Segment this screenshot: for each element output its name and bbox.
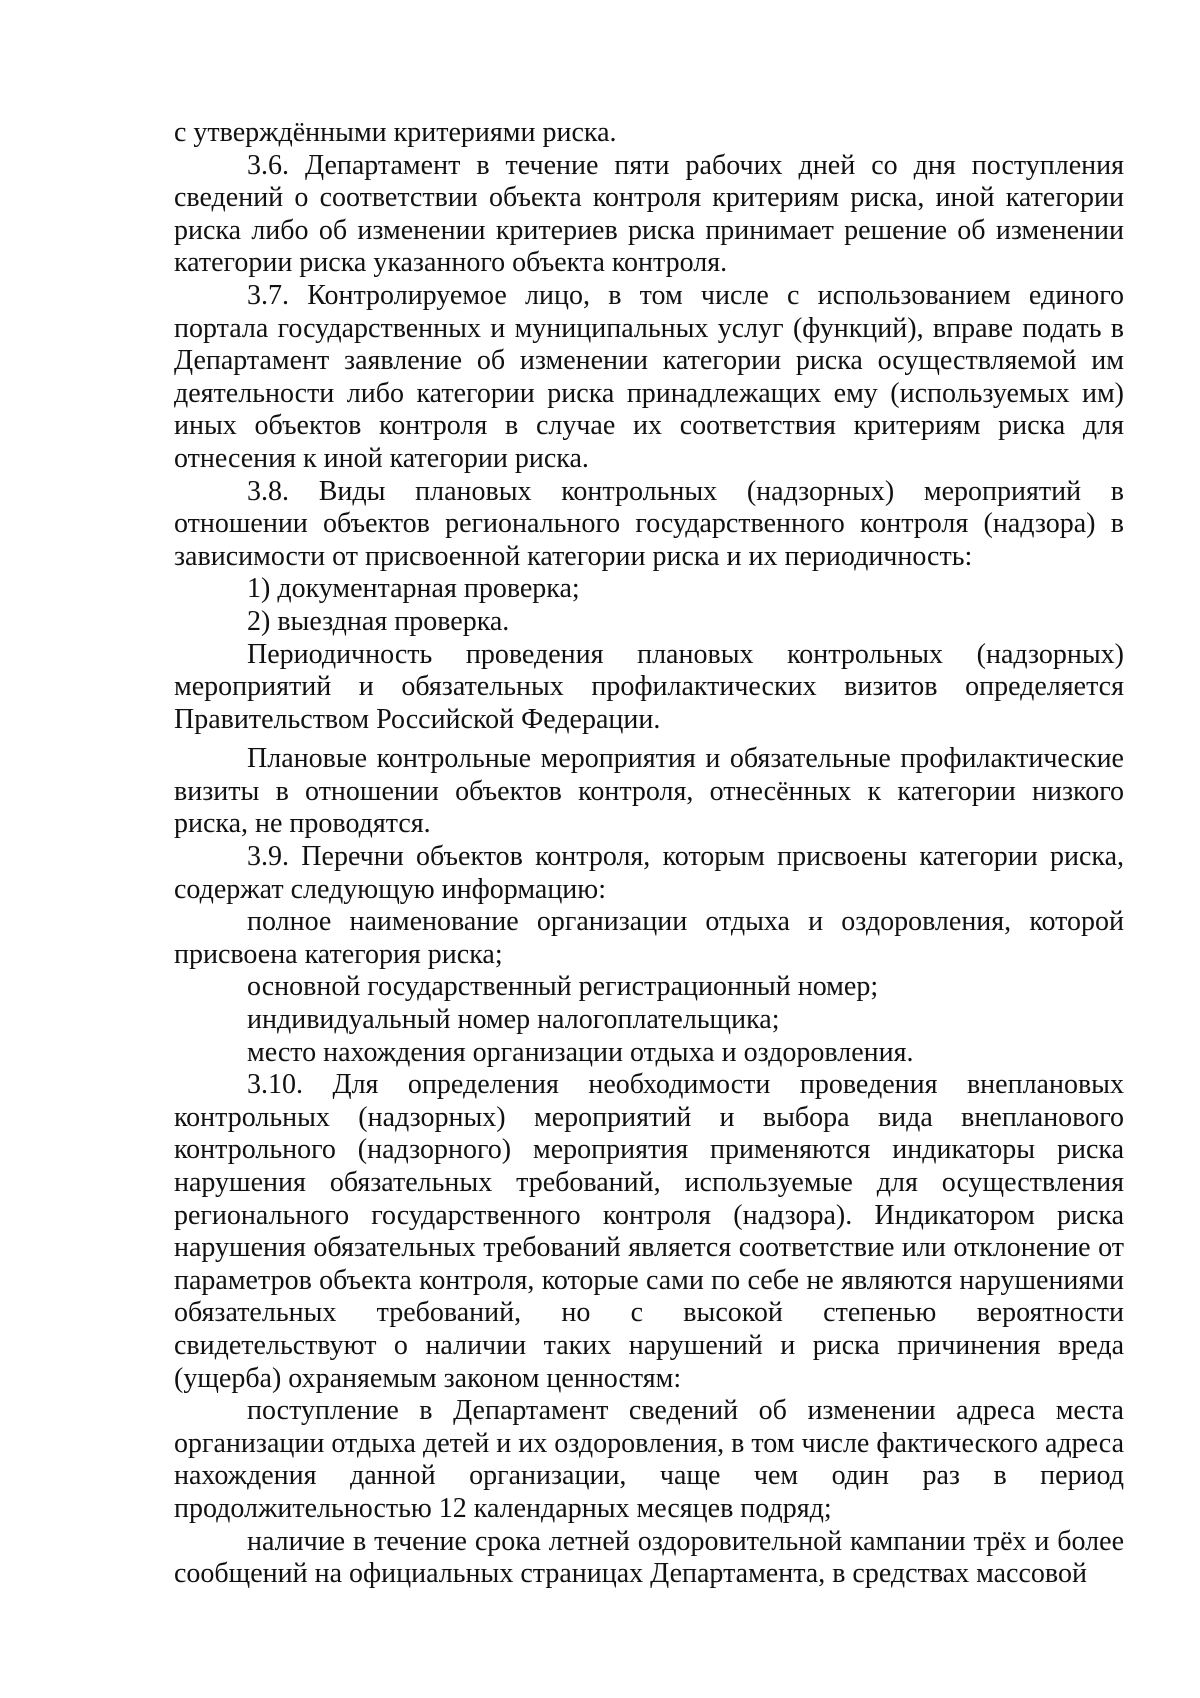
paragraph-address-change: поступление в Департамент сведений об изменении адреса места организации отдыха детей и их оздоровления, в том числе фактического адреса нахождения данной организации, чаще чем один раз в период продолжительностью 12 календарных месяцев подряд; — [174, 1395, 1124, 1524]
list-item-onsite-check: 2) выездная проверка. — [247, 605, 510, 637]
list-item-documentary-check: 1) документарная проверка; — [247, 573, 580, 605]
paragraph-low-risk: Плановые контрольные мероприятия и обязательные профилактические визиты в отношении объектов контроля, отнесённых к категории низкого риска, не проводятся. — [174, 743, 1124, 840]
list-item-inn: индивидуальный номер налогоплательщика; — [247, 1004, 780, 1036]
paragraph-3-8: 3.8. Виды плановых контрольных (надзорных) мероприятий в отношении объектов регионального государственного контроля (надзора) в зависимости от присвоенной категории риска и их периодичность: — [174, 475, 1124, 572]
list-item-location: место нахождения организации отдыха и оздоровления. — [247, 1036, 914, 1068]
paragraph-3-9: 3.9. Перечни объектов контроля, которым присвоены категории риска, содержат следующую информацию: — [174, 841, 1124, 905]
document-page — [174, 117, 1124, 1591]
paragraph-continuation: с утверждёнными критериями риска. — [174, 117, 617, 148]
list-item-full-name: полное наименование организации отдыха и оздоровления, которой присвоена категория риска; — [174, 906, 1124, 970]
paragraph-periodicity: Периодичность проведения плановых контрольных (надзорных) мероприятий и обязательных профилактических визитов определяется Правительством Российской Федерации. — [174, 638, 1124, 735]
paragraph-summer-campaign: наличие в течение срока летней оздоровительной кампании трёх и более сообщений на официальных страницах Департамента, в средствах массовой — [174, 1525, 1124, 1590]
paragraph-3-7: 3.7. Контролируемое лицо, в том числе с использованием единого портала государственных и муниципальных услуг (функций), вправе подать в Департамент заявление об изменении категории риска осуществляемой им деятельности либо категории риска принадлежащих ему (используемых им) иных объектов контроля в случае их соответствия критериям риска для отнесения к иной категории риска. — [174, 279, 1124, 474]
list-item-ogrn: основной государственный регистрационный номер; — [247, 971, 879, 1003]
paragraph-3-10: 3.10. Для определения необходимости проведения внеплановых контрольных (надзорных) мероприятий и выбора вида внепланового контрольного (надзорного) мероприятия применяются индикаторы риска нарушения обязательных требований, используемые для осуществления регионального государственного контроля (надзора). Индикатором риска нарушения обязательных требований является соответствие или отклонение от параметров объекта контроля, которые сами по себе не являются нарушениями обязательных требований, но с высокой степенью вероятности свидетельствуют о наличии таких нарушений и риска причинения вреда (ущерба) охраняемым законом ценностям: — [174, 1069, 1124, 1394]
paragraph-3-6: 3.6. Департамент в течение пяти рабочих дней со дня поступления сведений о соответствии объекта контроля критериям риска, иной категории риска либо об изменении критериев риска принимает решение об изменении категории риска указанного объекта контроля. — [174, 149, 1124, 279]
